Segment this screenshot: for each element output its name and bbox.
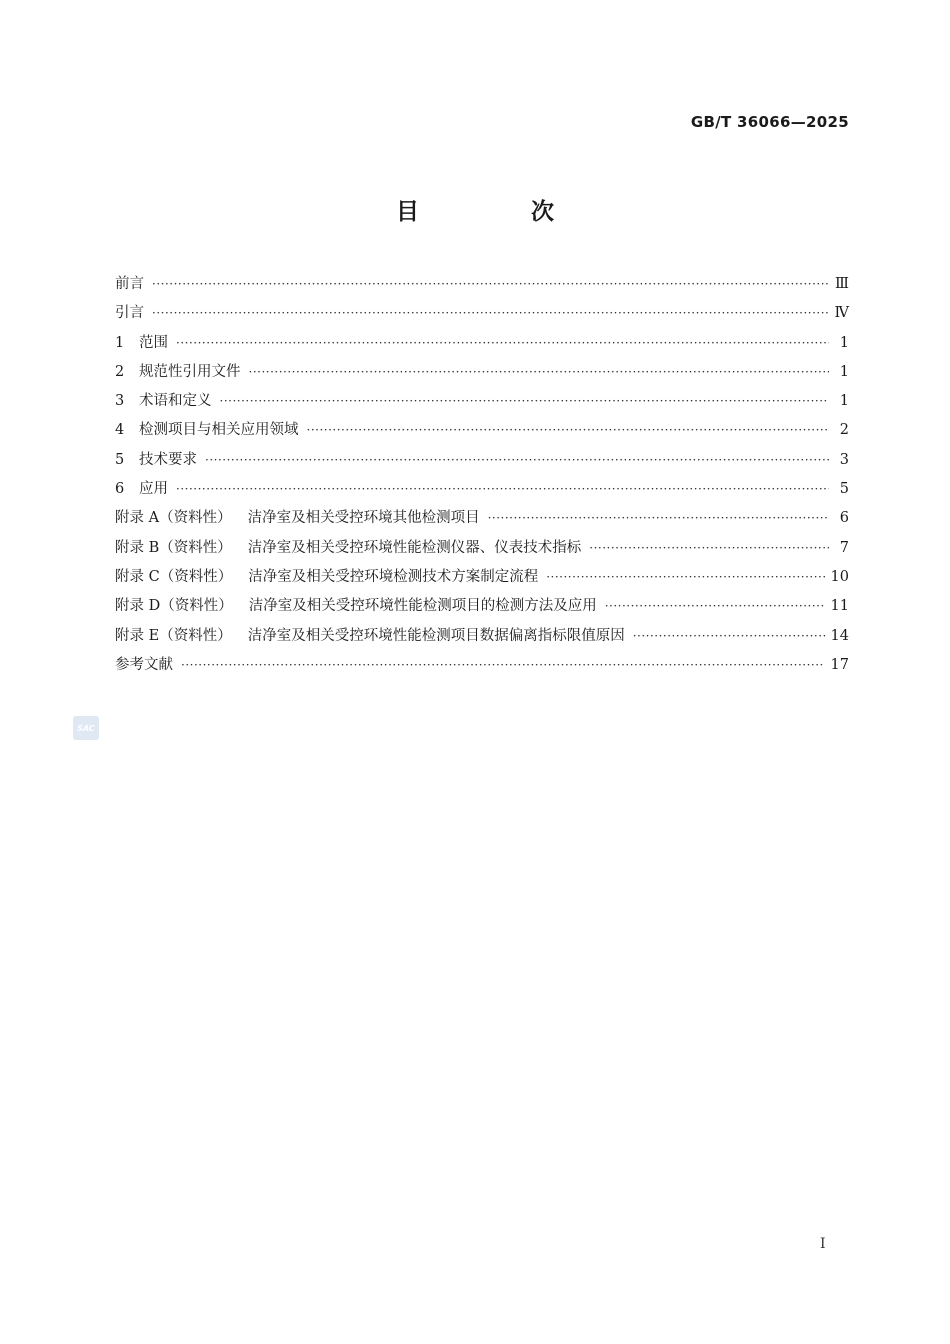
toc-entry-page: Ⅲ	[835, 276, 849, 292]
toc-entry-page: 5	[839, 481, 849, 498]
dot-leader	[633, 622, 825, 651]
toc-entry-terms-definitions[interactable]	[115, 387, 849, 416]
table-of-contents	[115, 270, 849, 680]
toc-entry-label: 洁净室及相关受控环境其他检测项目	[247, 510, 480, 527]
toc-entry-page: 17	[830, 656, 849, 673]
standard-number: GB/T 36066—2025	[690, 113, 849, 131]
toc-entry-appendix-a[interactable]	[115, 504, 849, 533]
toc-entry-label: 洁净室及相关受控环境性能检测项目数据偏离指标限值原因	[247, 627, 625, 644]
dot-leader	[152, 299, 829, 328]
toc-entry-page: 10	[830, 568, 849, 585]
toc-entry-appendix: 附录 B（资料性）	[115, 539, 232, 556]
dot-leader	[589, 534, 829, 563]
dot-leader	[220, 387, 830, 416]
toc-entry-number: 4	[115, 422, 125, 439]
dot-leader	[176, 329, 829, 358]
dot-leader	[488, 504, 829, 533]
dot-leader	[605, 592, 825, 621]
dot-leader	[205, 446, 829, 475]
toc-entry-label: 洁净室及相关受控环境检测技术方案制定流程	[248, 568, 539, 585]
toc-entry-number: 1	[115, 334, 125, 351]
toc-entry-scope[interactable]	[115, 329, 849, 358]
toc-entry-introduction[interactable]	[115, 299, 849, 328]
toc-entry-appendix-e[interactable]	[115, 622, 849, 651]
toc-entry-number: 5	[115, 451, 125, 468]
page-title: 目 次	[395, 199, 606, 225]
toc-entry-page: 14	[830, 627, 849, 644]
dot-leader	[546, 563, 824, 592]
sac-watermark-logo: SAC	[73, 716, 99, 740]
toc-entry-page: 11	[830, 598, 849, 615]
toc-entry-page: Ⅳ	[834, 305, 849, 322]
toc-entry-page: 1	[839, 363, 849, 380]
toc-entry-test-items[interactable]	[115, 416, 849, 445]
dot-leader	[181, 651, 825, 680]
toc-entry-appendix-d[interactable]	[115, 592, 849, 621]
toc-entry-page: 7	[839, 539, 849, 556]
toc-entry-label: 引言	[115, 305, 144, 322]
dot-leader	[307, 416, 830, 445]
toc-entry-appendix: 附录 A（资料性）	[115, 510, 232, 527]
dot-leader	[176, 475, 829, 504]
toc-entry-page: 6	[839, 510, 849, 527]
toc-entry-appendix: 附录 C（资料性）	[115, 568, 233, 585]
dot-leader	[249, 358, 830, 387]
toc-entry-page: 3	[839, 451, 849, 468]
toc-entry-label: 应用	[139, 481, 168, 498]
page-number: Ⅰ	[820, 1236, 826, 1252]
toc-entry-label: 参考文献	[115, 656, 173, 673]
toc-entry-label: 洁净室及相关受控环境性能检测项目的检测方法及应用	[248, 598, 597, 615]
toc-entry-label: 前言	[115, 276, 144, 292]
toc-entry-page: 1	[839, 334, 849, 351]
toc-entry-appendix: 附录 D（资料性）	[115, 598, 233, 615]
toc-entry-label: 范围	[139, 334, 168, 351]
toc-entry-label: 检测项目与相关应用领域	[139, 422, 299, 439]
toc-entry-label: 规范性引用文件	[139, 363, 241, 380]
toc-entry-appendix-b[interactable]	[115, 534, 849, 563]
toc-entry-application[interactable]	[115, 475, 849, 504]
toc-entry-appendix-c[interactable]	[115, 563, 849, 592]
toc-entry-page: 2	[839, 422, 849, 439]
toc-entry-foreword[interactable]	[115, 270, 849, 299]
toc-entry-page: 1	[839, 393, 849, 410]
toc-entry-normative-references[interactable]	[115, 358, 849, 387]
toc-entry-bibliography[interactable]	[115, 651, 849, 680]
toc-entry-number: 3	[115, 393, 125, 410]
toc-entry-label: 洁净室及相关受控环境性能检测仪器、仪表技术指标	[247, 539, 582, 556]
toc-entry-appendix: 附录 E（资料性）	[115, 627, 232, 644]
toc-entry-label: 技术要求	[139, 451, 197, 468]
toc-entry-number: 6	[115, 481, 125, 498]
dot-leader	[152, 270, 829, 299]
toc-entry-technical-requirements[interactable]	[115, 446, 849, 475]
toc-entry-label: 术语和定义	[139, 393, 212, 410]
toc-entry-number: 2	[115, 363, 125, 380]
